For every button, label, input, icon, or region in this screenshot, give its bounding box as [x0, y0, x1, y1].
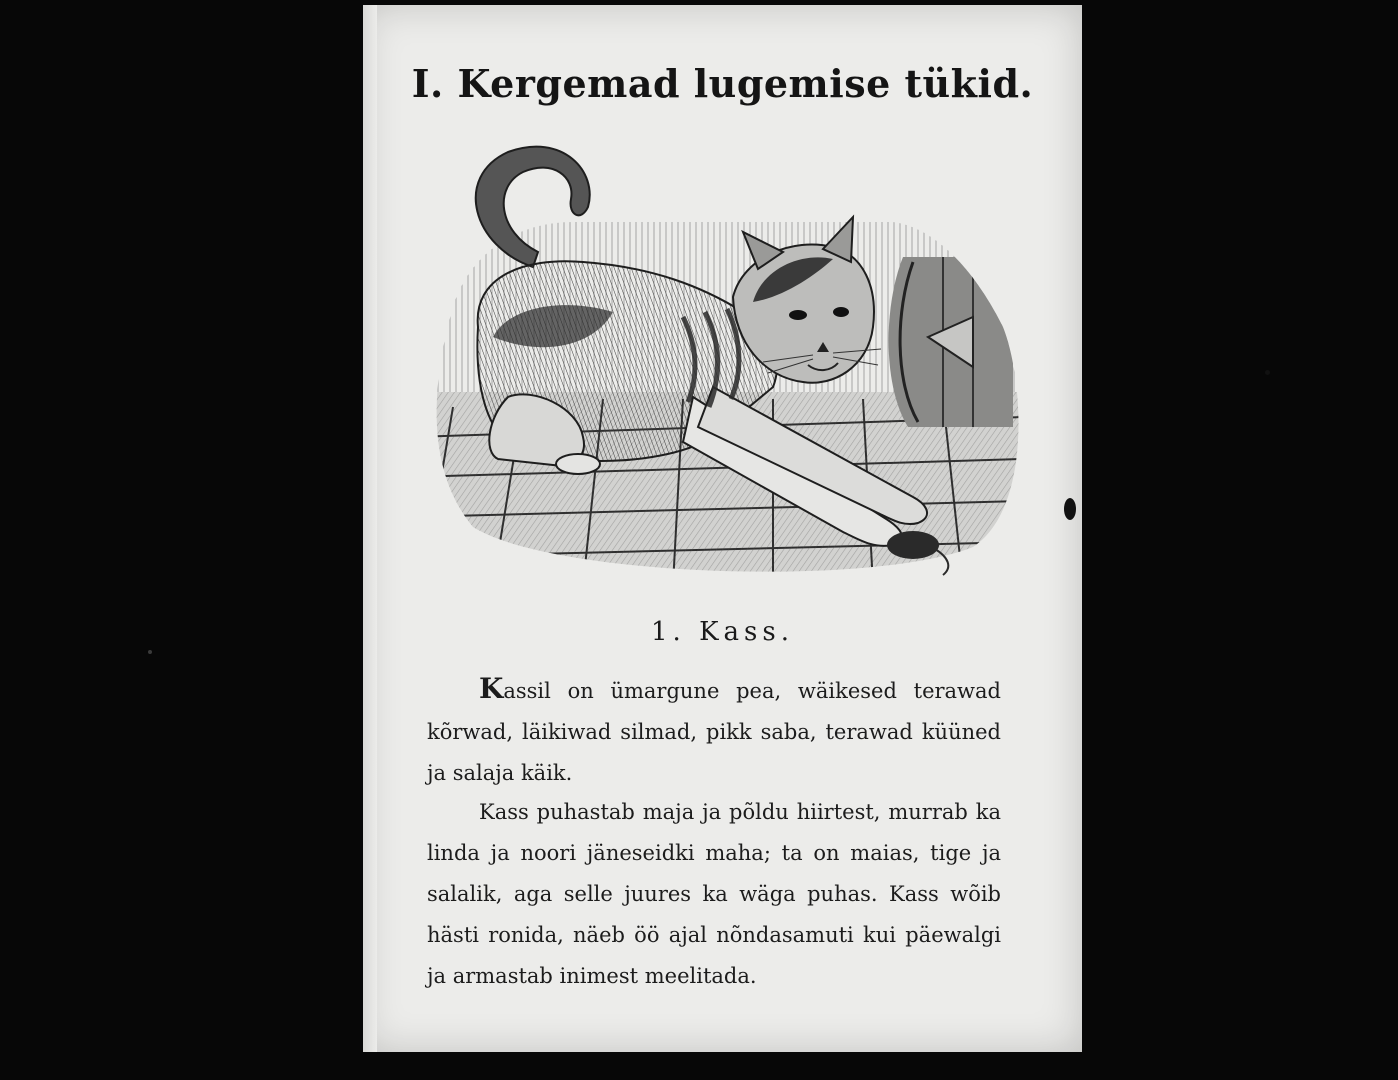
section-title: 1. Kass.	[651, 617, 794, 647]
cat-engraving-icon	[413, 137, 1023, 585]
dust-speck	[1265, 370, 1270, 375]
drop-cap: K	[479, 672, 504, 705]
paragraph-2: Kass puhastab maja ja põldu hiirtest, murrab ka linda ja noori jäneseidki maha; ta on maias, tige ja salalik, aga selle juures ka wäga puhas. Kass wõib hästi ronida, näeb öö ajal nõndasamuti kui päewalgi ja armastab inimest meelitada.	[427, 800, 1001, 988]
dust-speck	[1064, 498, 1076, 520]
book-page	[363, 5, 1082, 1052]
paragraph-1	[427, 668, 1001, 794]
paragraph-1-text: assil on ümargune pea, wäikesed terawad kõrwad, läikiwad silmad, pikk saba, terawad küüned ja salaja käik.	[427, 679, 1001, 785]
page-heading: I. Kergemad lugemise tükid.	[411, 61, 1034, 106]
dust-speck	[148, 650, 152, 654]
